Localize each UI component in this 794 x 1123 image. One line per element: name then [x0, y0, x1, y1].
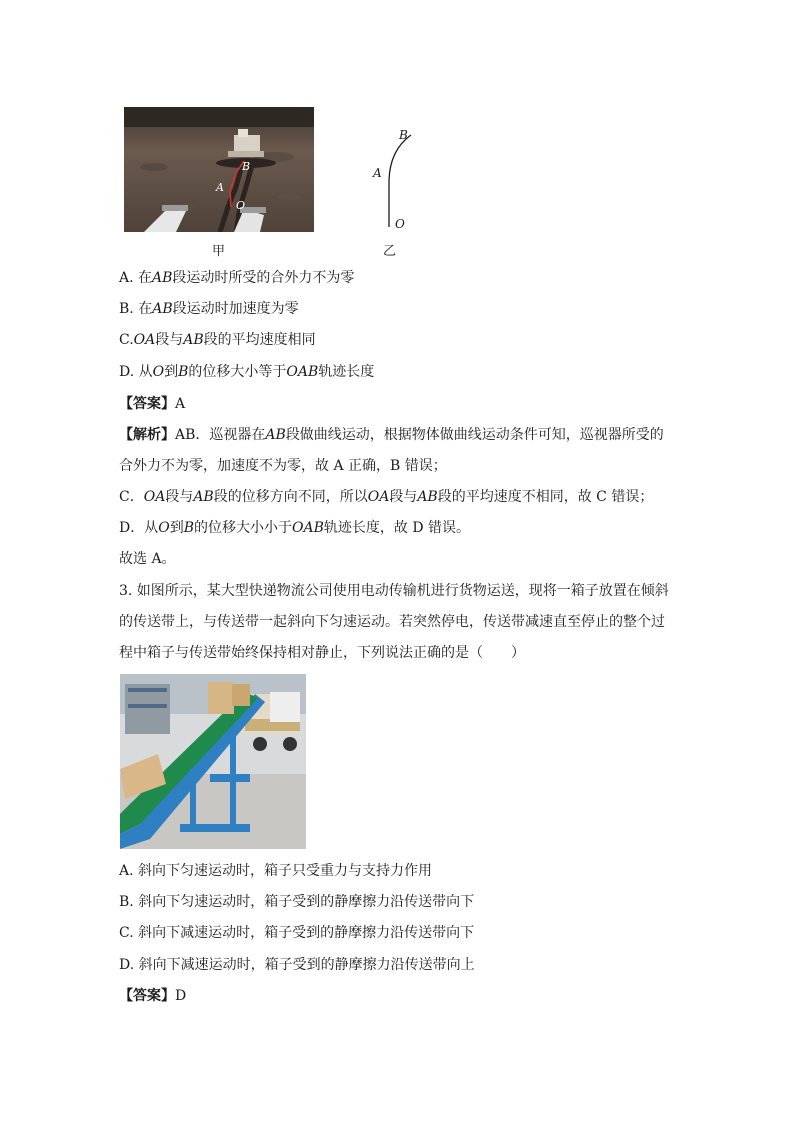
photo-caption: 甲 — [212, 244, 226, 259]
q2-analysis-line-2: 合外力不为零，加速度不为零，故 A 正确，B 错误； — [119, 458, 447, 474]
q2-option-d: D. 从O到B的位移大小等于OAB轨迹长度 — [119, 364, 375, 380]
diagram-label-b: B — [399, 128, 408, 142]
q2-analysis-line-4: D．从O到B的位移大小小于OAB轨迹长度，故 D 错误。 — [119, 520, 471, 536]
q3-option-d: D. 斜向下减速运动时，箱子受到的静摩擦力沿传送带向上 — [119, 957, 475, 973]
q3-stem-line-3: 程中箱子与传送带始终保持相对静止，下列说法正确的是（ ） — [119, 645, 525, 661]
q2-option-a: A. 在AB段运动时所受的合外力不为零 — [119, 270, 355, 286]
q3-stem-line-2: 的传送带上，与传送带一起斜向下匀速运动。若突然停电，传送带减速直至停止的整个过 — [119, 614, 665, 630]
conveyor-belt-photo — [120, 674, 306, 849]
diagram-caption: 乙 — [383, 244, 397, 259]
q2-analysis-line-1: 【解析】AB．巡视器在AB段做曲线运动，根据物体做曲线运动条件可知，巡视器所受的 — [119, 427, 664, 443]
q3-stem-line-1: 3. 如图所示，某大型快递物流公司使用电动传输机进行货物运送，现将一箱子放置在倾斜 — [119, 583, 669, 599]
moon-rover-photo — [124, 107, 314, 232]
q3-answer: 【答案】D — [119, 988, 187, 1004]
q2-conclusion: 故选 A。 — [119, 551, 176, 567]
photo-label-a: A — [216, 181, 224, 194]
q3-option-c: C. 斜向下减速运动时，箱子受到的静摩擦力沿传送带向下 — [119, 925, 475, 941]
diagram-label-a: A — [373, 166, 382, 180]
q3-option-a: A. 斜向下匀速运动时，箱子只受重力与支持力作用 — [119, 863, 433, 879]
diagram-label-o: O — [395, 217, 405, 231]
q2-analysis-line-3: C．OA段与AB段的位移方向不同，所以OA段与AB段的平均速度不相同，故 C 错误； — [119, 489, 654, 505]
trajectory-diagram — [365, 125, 425, 235]
q2-option-c: C.OA段与AB段的平均速度相同 — [119, 332, 316, 348]
q2-option-b: B. 在AB段运动时加速度为零 — [119, 301, 299, 317]
q3-option-b: B. 斜向下匀速运动时，箱子受到的静摩擦力沿传送带向下 — [119, 894, 475, 910]
photo-label-o: O — [236, 199, 246, 212]
photo-label-b: B — [242, 160, 251, 173]
q2-answer: 【答案】A — [119, 396, 186, 412]
